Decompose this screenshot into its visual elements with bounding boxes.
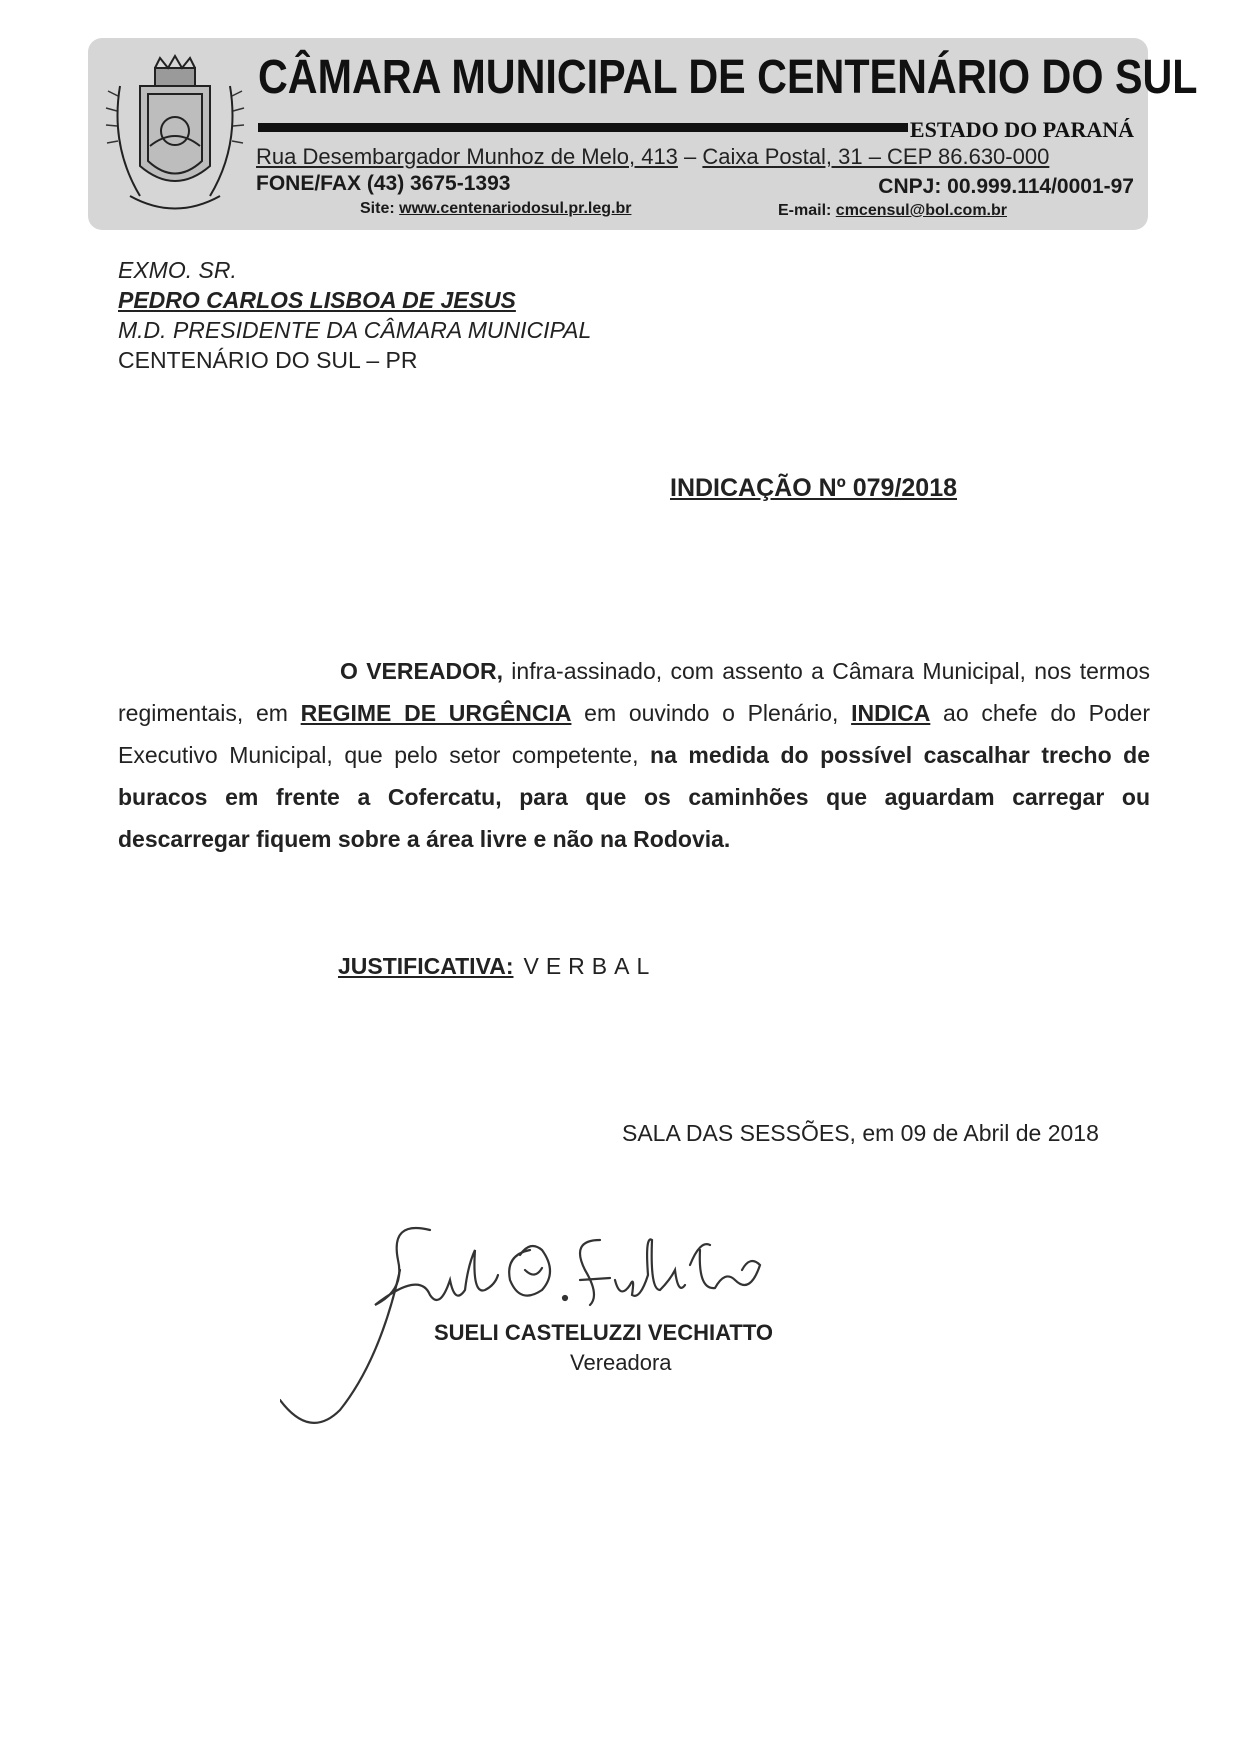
signer-name: SUELI CASTELUZZI VECHIATTO [434, 1320, 773, 1345]
addressee-role: M.D. PRESIDENTE DA CÂMARA MUNICIPAL [118, 317, 592, 343]
email-label: E-mail: [778, 202, 836, 219]
postal-box: Caixa Postal, 31 – CEP 86.630-000 [702, 144, 1050, 169]
postal-address [256, 144, 1136, 170]
addressee-block [118, 255, 591, 375]
justificativa-value: VERBAL [523, 953, 657, 979]
cnpj: CNPJ: 00.999.114/0001-97 [878, 175, 1134, 198]
document-number: INDICAÇÃO Nº 079/2018 [670, 474, 958, 502]
website [360, 200, 631, 218]
signer-role: Vereadora [570, 1350, 672, 1375]
email [778, 202, 1007, 220]
body-indica: INDICA [851, 700, 931, 726]
body-text-2: em ouvindo o Plenário, [571, 700, 852, 726]
municipal-crest-icon [100, 46, 250, 226]
state-name: ESTADO DO PARANÁ [909, 117, 1134, 142]
institution-title: CÂMARA MUNICIPAL DE CENTENÁRIO DO SUL [258, 51, 1198, 104]
title-rule [258, 123, 908, 132]
site-link[interactable]: www.centenariodosul.pr.leg.br [399, 200, 632, 217]
body-paragraph [118, 650, 1150, 860]
letterhead [88, 38, 1198, 230]
site-label: Site: [360, 200, 400, 217]
address-separator: – [677, 144, 703, 169]
addressee-name: PEDRO CARLOS LISBOA DE JESUS [118, 287, 516, 313]
body-vereador: O VEREADOR, [340, 658, 503, 684]
session-date: SALA DAS SESSÕES, em 09 de Abril de 2018 [622, 1120, 1099, 1146]
justificativa-label: JUSTIFICATIVA: [338, 953, 514, 979]
body-text-3: ao chefe do Poder Executivo Municipal, que pelo setor competente, [118, 700, 1150, 768]
street-address: Rua Desembargador Munhoz de Melo, 413 [256, 144, 678, 169]
body-request: na medida do possível cascalhar trecho de buracos em frente a Cofercatu, para que os caminhões que aguardam carregar ou descarregar fiquem sobre a área livre e não na Rodovia. [118, 742, 1151, 852]
body-text-1: infra-assinado, com assento a Câmara Municipal, nos termos regimentais, em [118, 658, 1150, 726]
body-regime: REGIME DE URGÊNCIA [300, 700, 572, 726]
salutation: EXMO. SR. [118, 257, 237, 283]
phone-fax: FONE/FAX (43) 3675-1393 [256, 172, 511, 195]
addressee-city: CENTENÁRIO DO SUL – PR [118, 347, 418, 373]
justificativa [338, 953, 656, 980]
email-link[interactable]: cmcensul@bol.com.br [835, 202, 1007, 219]
